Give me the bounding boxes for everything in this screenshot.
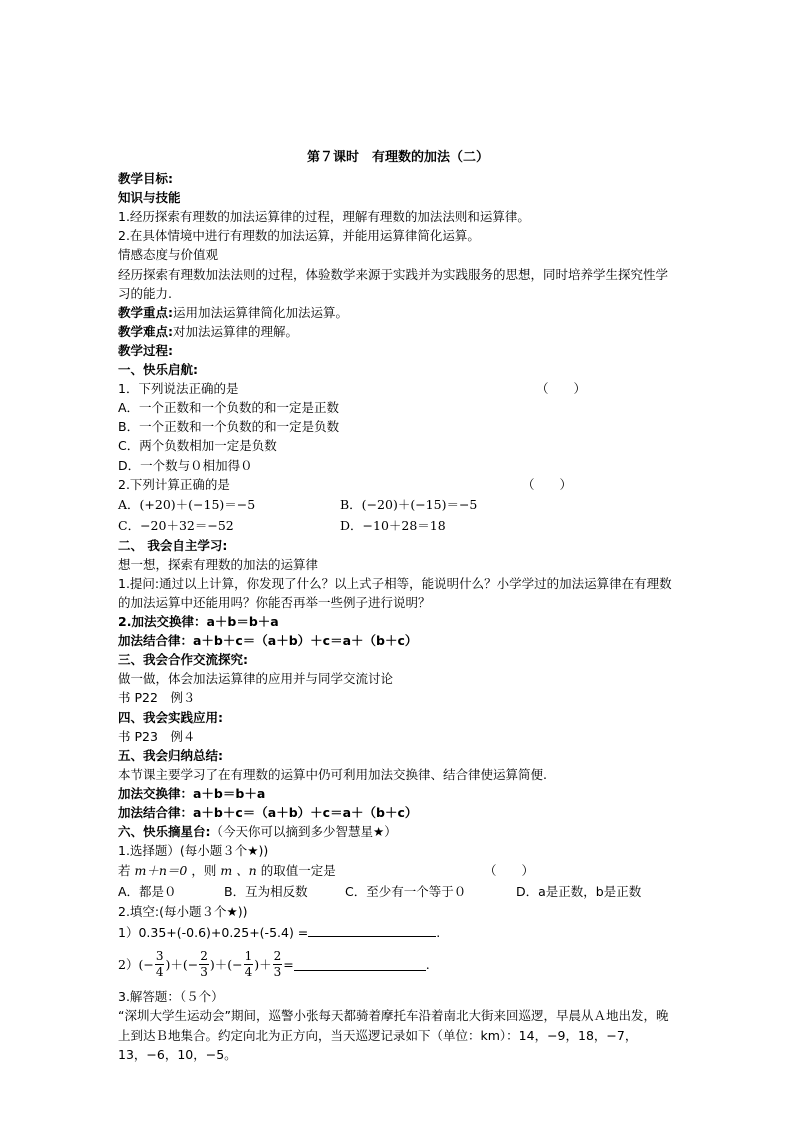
fraction-3 [244, 949, 254, 980]
fill-blank-2-lead: 2） [118, 956, 139, 972]
section-2-heading: 二、 我会自主学习: [118, 537, 228, 553]
knowledge-heading: 知识与技能 [118, 190, 181, 206]
knowledge-item-1: 1.经历探索有理数的加法运算律的过程，理解有理数的加法法则和运算律。 [118, 209, 530, 225]
difficulty-point [118, 322, 678, 341]
mc-stem-end: 的取值一定是 [260, 863, 336, 879]
summary-commutative-law: 加法交换律：a＋b＝b＋a [118, 785, 266, 801]
mc-expression: m＋n＝0 [134, 863, 188, 879]
question-2-stem: 2.下列计算正确的是 [118, 476, 230, 492]
fraction-2-numerator: 2 [200, 948, 208, 963]
section-6-header [118, 822, 678, 841]
question-2-options-row-2 [118, 515, 678, 536]
mc-option-d: D．a是正数，b是正数 [516, 884, 642, 900]
section-5-text: 本节课主要学习了在有理数的运算中仍可利用加法交换律、结合律使运算简便. [118, 766, 547, 782]
section-6-heading: 六、快乐摘星台: [118, 824, 211, 840]
process-heading: 教学过程: [118, 342, 173, 358]
mc-option-b: B．互为相反数 [224, 884, 308, 900]
section-3-reference: 书 P22 例３ [118, 690, 196, 706]
multiple-choice-heading: 1.选择题）(每小题３个★)) [118, 843, 269, 859]
question-2-option-c: C．−20＋32＝−52 [118, 517, 234, 533]
question-2 [118, 475, 678, 494]
frac-4-close: = [283, 956, 294, 972]
objectives-heading: 教学目标: [118, 171, 173, 187]
question-2-option-b: B．(−20)＋(−15)＝−5 [340, 496, 478, 512]
fraction-2 [199, 949, 209, 980]
fill-blank-1-answer-line[interactable] [308, 924, 436, 937]
section-3-heading: 三、我会合作交流探究: [118, 652, 248, 668]
section-1-heading: 一、快乐启航: [118, 362, 198, 378]
mc-option-a: A．都是０ [118, 884, 177, 900]
commutative-law: 2.加法交换律：a＋b＝b＋a [118, 614, 279, 630]
frac-2-sign: (− [182, 956, 199, 972]
fraction-1 [155, 949, 165, 980]
question-2-option-d: D．−10＋28＝18 [340, 517, 446, 533]
fraction-4 [273, 949, 283, 980]
question-1-stem: 1．下列说法正确的是 [118, 381, 239, 397]
frac-3-close: )＋ [254, 956, 272, 972]
summary-associative-law: 加法结合律：a＋b＋c＝（a＋b）＋c＝a＋（b＋c） [118, 805, 418, 820]
associative-law: 加法结合律：a＋b＋c＝（a＋b）＋c＝a＋（b＋c） [118, 633, 418, 649]
question-1-option-b: B．一个正数和一个负数的和一定是负数 [118, 419, 340, 435]
question-2-option-a: A．(+20)＋(−15)＝−5 [118, 496, 256, 512]
key-label: 教学重点: [118, 304, 173, 320]
emotion-heading: 情感态度与价值观 [118, 247, 219, 263]
solve-text: “深圳大学生运动会”期间，巡警小张每天都骑着摩托车沿着南北大街来回巡逻，早晨从Ａ地出发，晚上到达Ｂ地集合。约定向北为正方向，当天巡逻记录如下（单位：km）：14，−9，18，−7，13，−6，10，−5。 [118, 1008, 669, 1062]
fraction-1-numerator: 3 [155, 948, 164, 963]
question-1-option-d: D．一个数与０相加得０ [118, 457, 253, 473]
fraction-2-denominator: 3 [200, 964, 208, 979]
key-text: 运用加法运算律简化加法运算。 [173, 304, 349, 320]
emotion-text: 经历探索有理数加法法则的过程，体验数学来源于实践并为实践服务的思想，同时培养学生探究性学习的能力. [118, 266, 669, 301]
difficulty-text: 对加法运算律的理解。 [173, 323, 299, 339]
fill-blank-1-expression: 1）0.35+(-0.6)+0.25+(-5.4) = [118, 925, 309, 941]
question-1-option-a: A．一个正数和一个负数的和一定是正数 [118, 400, 340, 416]
difficulty-label: 教学难点: [118, 323, 173, 339]
frac-1-close: )＋ [165, 956, 183, 972]
fill-blank-1 [118, 921, 678, 945]
frac-1-sign: (− [138, 956, 154, 972]
fraction-4-numerator: 2 [273, 948, 282, 963]
document-page [118, 148, 678, 1064]
section-5-heading: 五、我会归纳总结: [118, 747, 223, 763]
fraction-4-denominator: 3 [273, 964, 282, 979]
knowledge-item-2: 2.在具体情境中进行有理数的加法运算，并能用运算律简化运算。 [118, 228, 480, 244]
mc-stem-middle: ，则 [191, 863, 217, 879]
mc-stem-start: 若 [118, 863, 131, 879]
section-4-reference: 书 P23 例４ [118, 728, 196, 744]
question-1-answer-paren: （ ） [536, 381, 587, 397]
section-6-note: （今天你可以摘到多少智慧星★） [210, 824, 397, 840]
frac-3-sign: (− [227, 956, 243, 972]
page-title: 第７课时 有理数的加法（二） [306, 150, 489, 165]
fill-blank-1-period: . [436, 925, 441, 941]
key-point [118, 303, 678, 322]
fill-blank-2 [118, 945, 678, 983]
fill-blank-2-answer-line[interactable] [294, 958, 426, 971]
multiple-choice-question [118, 860, 678, 881]
solve-heading: 3.解答题：（５个） [118, 989, 224, 1005]
frac-2-close: )＋ [209, 956, 228, 972]
question-2-answer-paren: （ ） [522, 476, 573, 492]
section-3-text: 做一做，体会加法运算律的应用并与同学交流讨论 [118, 671, 394, 687]
multiple-choice-options [118, 881, 678, 902]
fraction-1-denominator: 4 [155, 964, 164, 979]
section-2-question: 1.提问:通过以上计算，你发现了什么？以上式子相等，能说明什么？小学学过的加法运算律在有理数的加法运算中还能用吗？你能否再举一些例子进行说明？ [118, 575, 672, 610]
section-4-heading: 四、我会实践应用: [118, 709, 223, 725]
question-1-option-c: C．两个负数相加一定是负数 [118, 438, 277, 454]
fill-blank-heading: 2.填空:(每小题３个★)) [118, 904, 248, 920]
mc-variables: m 、n [220, 863, 257, 879]
fraction-3-numerator: 1 [244, 948, 253, 963]
question-2-options-row-1 [118, 494, 678, 515]
fill-blank-2-period: . [425, 956, 430, 972]
question-1 [118, 379, 678, 398]
mc-option-c: C．至少有一个等于０ [345, 884, 467, 900]
mc-answer-paren: （ ） [484, 863, 535, 879]
section-2-intro: 想一想，探索有理数的加法的运算律 [118, 556, 319, 572]
fraction-3-denominator: 4 [244, 964, 253, 979]
